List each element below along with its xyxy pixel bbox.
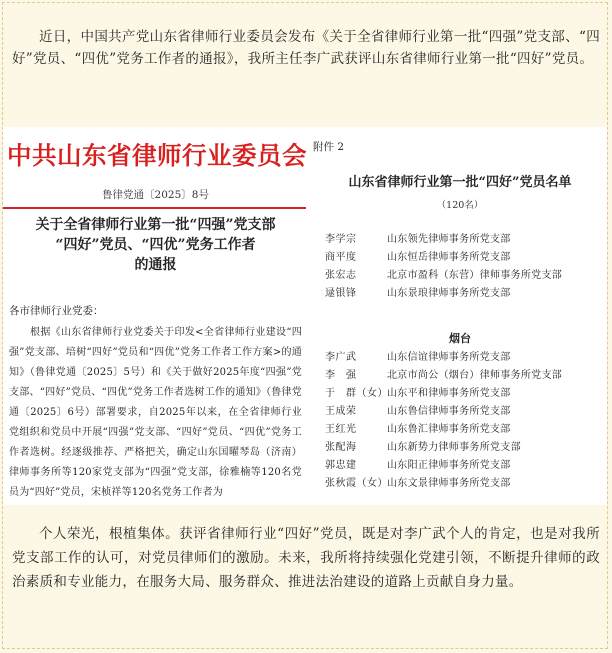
attachment-page (313, 127, 607, 505)
member-firm: 山东新势力律师事务所党支部 (387, 442, 521, 453)
closing-paragraph: 个人荣光，根植集体。获评省律师行业“四好”党员，既是对李广武个人的肯定，也是对我所党支部工作的认可，对党员律师们的激励。未来，我所将持续强化党建引领，不断提升律师的政治素质和专业能力，在服务大局、服务群众、推进法治建设的道路上贡献自身力量。 (12, 526, 600, 590)
red-divider (3, 207, 306, 209)
list-item (325, 249, 605, 267)
notice-title-line: “四好”党员、“四优”党务工作者 (55, 237, 256, 253)
document-number: 鲁律党通〔2025〕8号 (102, 189, 209, 201)
list-item (325, 267, 605, 285)
member-name: 李学宗 (325, 234, 357, 245)
group-label-yantai: 烟台 (449, 332, 471, 345)
list-item (325, 439, 605, 457)
member-name: 逯银锋 (325, 288, 357, 299)
member-firm: 山东阳正律师事务所党支部 (387, 460, 511, 471)
member-list-title: 山东省律师行业第一批“四好”党员名单 (348, 175, 572, 190)
intro-paragraph: 近日，中国共产党山东省律师行业委员会发布《关于全省律师行业第一批“四强”党支部、“四好”党员、“四优”党务工作者的通报》，我所主任李广武获评山东省律师行业第一批“四好”党员。 (12, 29, 600, 67)
member-firm: 山东平和律师事务所党支部 (387, 388, 511, 399)
member-firm: 山东文景律师事务所党支部 (387, 478, 511, 489)
notice-body: 根据《山东省律师行业党委关于印发<全省律师行业建设“四强”党支部、培树“四好”党员和“四优”党务工作者工作方案>的通知》（鲁律党通〔2025〕5号）和《关于做好2025年度“四强”党支部、“四好”党员、“四优”党务工作者选树工作的通知》（鲁律党通〔2025〕6号）部署要求，自2025年以来，在全省律师行业党组织和党员中开展“四强”党支部、“四好”党员、“四优”党务工作者选树。经逐级推荐、严格把关，确定山东国曜琴岛（济南）律师事务所等120家党支部为“四强”党支部，徐雅楠等120名党员为“四好”党员，宋桢祥等120名党务工作者为 (9, 327, 302, 498)
notice-title-line: 关于全省律师行业第一批“四强”党支部 (35, 217, 276, 233)
list-item (325, 457, 605, 475)
list-item (325, 231, 605, 249)
member-name: 李 强 (325, 370, 357, 381)
list-item (325, 421, 605, 439)
list-item (325, 349, 605, 367)
member-name: 张秋霞（女） (325, 478, 388, 489)
member-name: 王成荣 (325, 406, 357, 417)
notice-title-line: 的通报 (134, 257, 177, 273)
attachment-label: 附件 2 (313, 141, 345, 153)
list-item (325, 403, 605, 421)
member-firm: 山东信谊律师事务所党支部 (387, 352, 511, 363)
member-firm: 山东领先律师事务所党支部 (387, 234, 511, 245)
member-name: 于 群（女） (325, 388, 388, 399)
member-firm: 山东鲁汇律师事务所党支部 (387, 424, 511, 435)
list-item (325, 475, 605, 493)
member-list-top (325, 231, 605, 303)
member-name: 张宏志 (325, 270, 357, 281)
member-firm: 北京市盈科（东营）律师事务所党支部 (387, 270, 563, 281)
notice-image (3, 127, 607, 505)
member-firm: 山东恒岳律师事务所党支部 (387, 252, 511, 263)
member-name: 郭忠建 (325, 460, 357, 471)
addressee: 各市律师行业党委： (9, 305, 104, 317)
member-firm: 北京市尚公（烟台）律师事务所党支部 (387, 370, 563, 381)
member-name: 商平度 (325, 252, 357, 263)
member-firm: 山东景琅律师事务所党支部 (387, 288, 511, 299)
member-firm: 山东鲁信律师事务所党支部 (387, 406, 511, 417)
member-name: 李广武 (325, 352, 357, 363)
list-item (325, 367, 605, 385)
notice-page (3, 127, 308, 505)
member-count: （120名） (436, 200, 484, 211)
member-name: 张配海 (325, 442, 357, 453)
notice-title (3, 215, 308, 275)
member-list-yantai (325, 349, 605, 493)
org-red-header: 中共山东省律师行业委员会 (7, 141, 307, 170)
member-name: 王红光 (325, 424, 357, 435)
list-item (325, 285, 605, 303)
list-item (325, 385, 605, 403)
